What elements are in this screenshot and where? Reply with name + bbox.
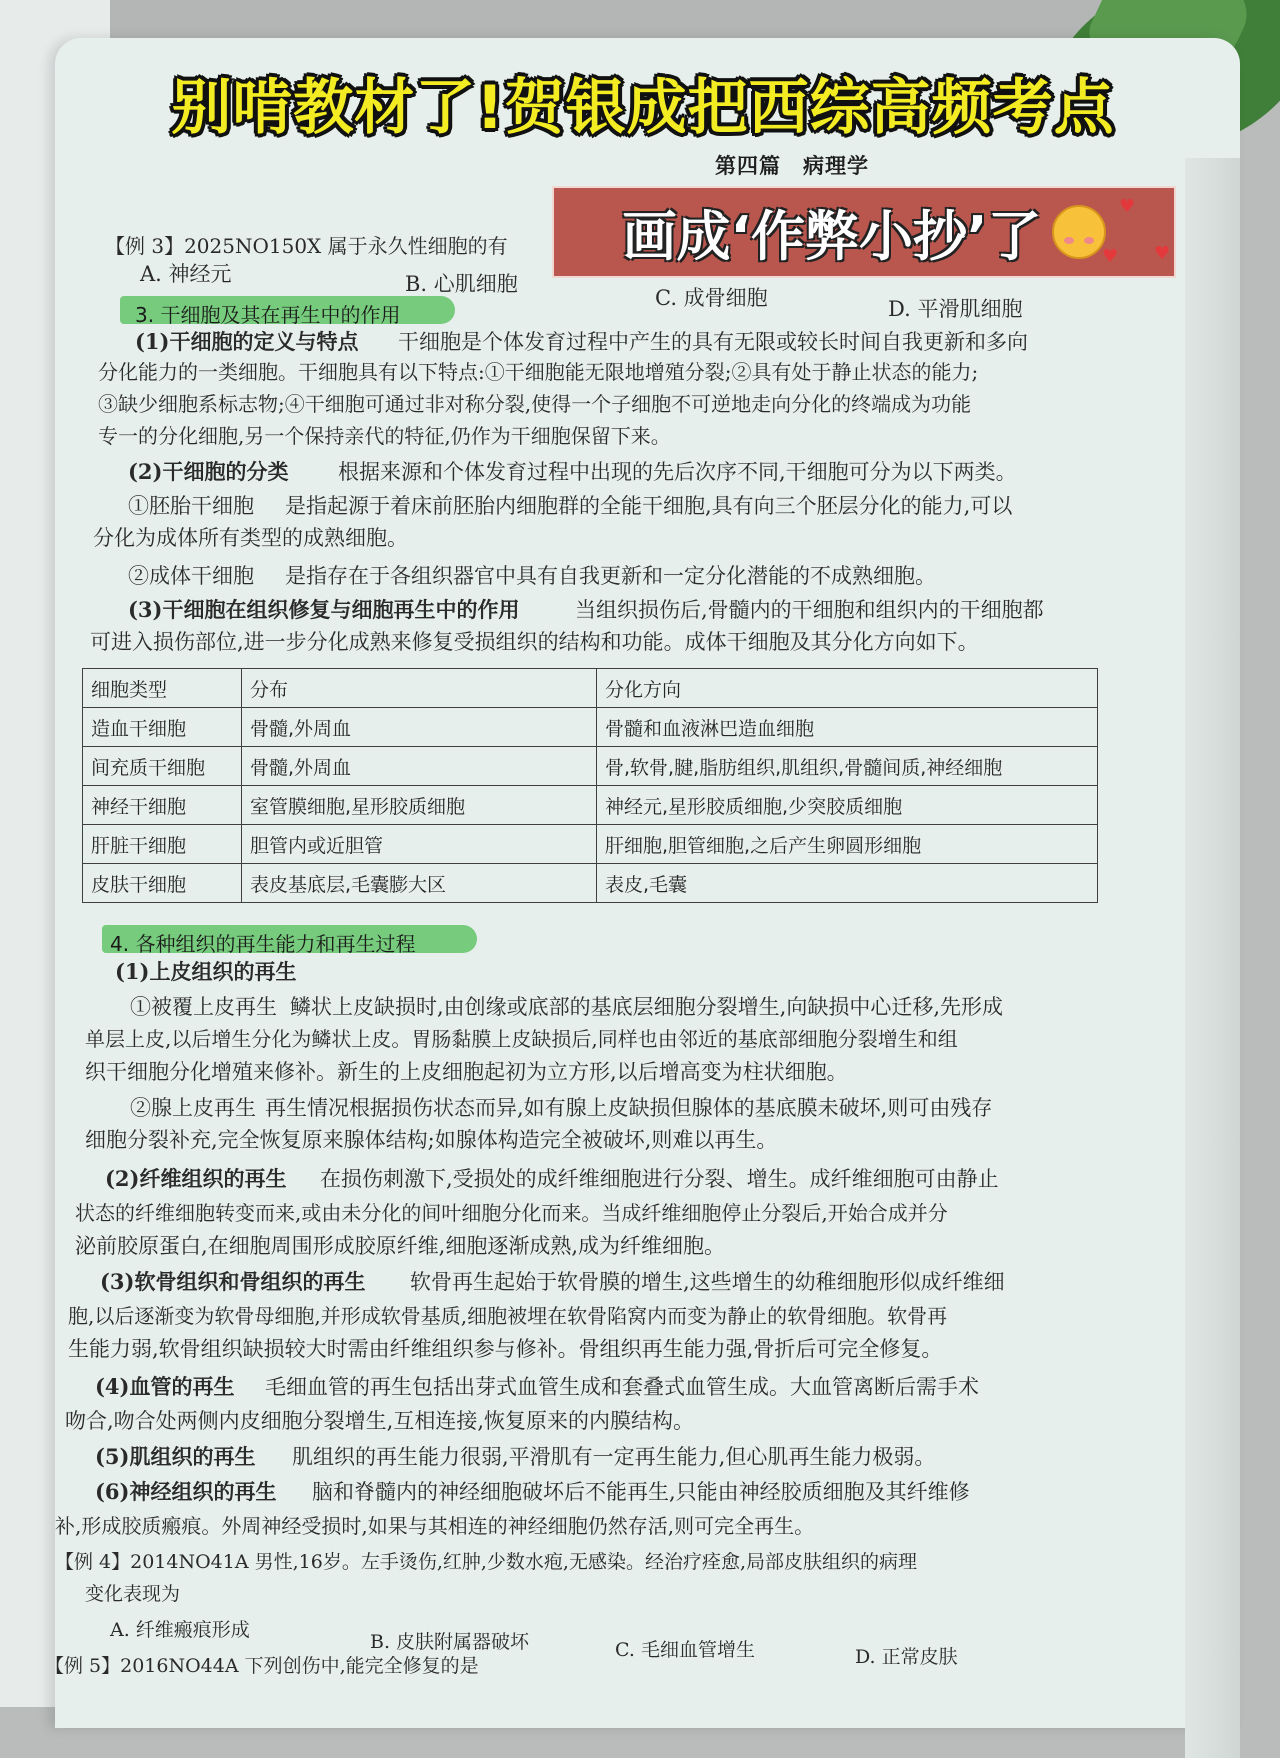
heart-icon: ♥ — [1154, 243, 1171, 264]
para-heading: (4)血管的再生 — [95, 1374, 235, 1399]
para-line: 再生情况根据损伤状态而异,如有腺上皮缺损但腺体的基底膜未破坏,则可由残存 — [265, 1096, 993, 1120]
para-line: 补,形成胶质瘢痕。外周神经受损时,如果与其相连的神经细胞仍然存活,则可完全再生。 — [55, 1514, 815, 1538]
headline: 别啃教材了!贺银成把西综高频考点 — [171, 73, 1115, 143]
table-cell: 神经干细胞 — [83, 786, 242, 825]
para-line: 吻合,吻合处两侧内皮细胞分裂增生,互相连接,恢复原来的内膜结构。 — [65, 1409, 695, 1433]
table-header-row — [83, 669, 1098, 708]
table-row — [83, 786, 1098, 825]
para-heading: (6)神经组织的再生 — [95, 1479, 277, 1504]
example-3-option-b: B. 心肌细胞 — [405, 272, 518, 296]
table-header: 分化方向 — [597, 669, 1098, 708]
para-line: 在损伤刺激下,受损处的成纤维细胞进行分裂、增生。成纤维细胞可由静止 — [320, 1167, 999, 1191]
example-5-stem: 【例 5】2016NO44A 下列创伤中,能完全修复的是 — [45, 1655, 479, 1677]
table-cell: 造血干细胞 — [83, 708, 242, 747]
section-3-title: 3. 干细胞及其在再生中的作用 — [135, 303, 401, 327]
heart-icon: ♥ — [1102, 246, 1119, 267]
table-cell: 表皮,毛囊 — [597, 864, 1098, 903]
para-line: 细胞分裂补充,完全恢复原来腺体结构;如腺体构造完全被破坏,则难以再生。 — [85, 1128, 778, 1152]
table-cell: 间充质干细胞 — [83, 747, 242, 786]
table-cell: 骨髓和血液淋巴造血细胞 — [597, 708, 1098, 747]
table-cell: 肝脏干细胞 — [83, 825, 242, 864]
para-heading: (1)干细胞的定义与特点 — [135, 329, 359, 354]
para-line: 脑和脊髓内的神经细胞破坏后不能再生,只能由神经胶质细胞及其纤维修 — [312, 1480, 970, 1504]
smiling-face-with-hearts-icon — [1052, 205, 1106, 259]
table-cell: 室管膜细胞,星形胶质细胞 — [242, 786, 597, 825]
para-line: ③缺少细胞系标志物;④干细胞可通过非对称分裂,使得一个子细胞不可逆地走向分化的终端成为功能 — [98, 392, 972, 416]
banner-text: 画成‘作弊小抄’了 — [622, 204, 1042, 268]
para-line: 泌前胶原蛋白,在细胞周围形成胶原纤维,细胞逐渐成熟,成为纤维细胞。 — [75, 1234, 726, 1258]
table-header: 分布 — [242, 669, 597, 708]
para-heading: (3)干细胞在组织修复与细胞再生中的作用 — [128, 597, 520, 622]
para-heading: ②腺上皮再生 — [130, 1096, 256, 1120]
table-header: 细胞类型 — [83, 669, 242, 708]
para-line: 胞,以后逐渐变为软骨母细胞,并形成软骨基质,细胞被埋在软骨陷窝内而变为静止的软骨细胞。软骨再 — [68, 1304, 948, 1328]
para-line: 当组织损伤后,骨髓内的干细胞和组织内的干细胞都 — [575, 598, 1044, 622]
para-line: 生能力弱,软骨组织缺损较大时需由纤维组织参与修补。骨组织再生能力强,骨折后可完全修复。 — [68, 1337, 943, 1361]
para-line: 肌组织的再生能力很弱,平滑肌有一定再生能力,但心肌再生能力极弱。 — [292, 1445, 936, 1469]
table-cell: 胆管内或近胆管 — [242, 825, 597, 864]
para-heading: ①被覆上皮再生 — [130, 995, 277, 1019]
para-line: 是指存在于各组织器官中具有自我更新和一定分化潜能的不成熟细胞。 — [285, 564, 936, 588]
para-line: 专一的分化细胞,另一个保持亲代的特征,仍作为干细胞保留下来。 — [98, 424, 671, 448]
example-4-option-d: D. 正常皮肤 — [855, 1646, 958, 1668]
table-row — [83, 708, 1098, 747]
example-3-stem: 【例 3】2025NO150X 属于永久性细胞的有 — [105, 234, 508, 258]
para-line: 单层上皮,以后增生分化为鳞状上皮。胃肠黏膜上皮缺损后,同样也由邻近的基底部细胞分裂增生和组 — [85, 1027, 958, 1051]
page-edge — [1185, 158, 1240, 1758]
example-4-option-a: A. 纤维瘢痕形成 — [110, 1619, 250, 1641]
para-heading: (2)干细胞的分类 — [128, 459, 289, 484]
table-cell: 神经元,星形胶质细胞,少突胶质细胞 — [597, 786, 1098, 825]
table-row — [83, 825, 1098, 864]
para-line: 是指起源于着床前胚胎内细胞群的全能干细胞,具有向三个胚层分化的能力,可以 — [285, 494, 1013, 518]
running-head — [715, 150, 891, 180]
para-heading: (1)上皮组织的再生 — [115, 959, 297, 984]
para-line: 织干细胞分化增殖来修补。新生的上皮细胞起初为立方形,以后增高变为柱状细胞。 — [85, 1060, 848, 1084]
para-heading: ②成体干细胞 — [128, 564, 254, 588]
heart-icon: ♥ — [1119, 196, 1136, 217]
example-3-option-d: D. 平滑肌细胞 — [888, 297, 1023, 321]
table-cell: 骨,软骨,腱,脂肪组织,肌组织,骨髓间质,神经细胞 — [597, 747, 1098, 786]
example-4-stem: 【例 4】2014NO41A 男性,16岁。左手烫伤,红肿,少数水疱,无感染。经治疗痊愈,局部皮肤组织的病理 — [55, 1551, 917, 1573]
para-line: 软骨再生起始于软骨膜的增生,这些增生的幼稚细胞形似成纤维细 — [410, 1270, 1005, 1294]
para-line: 根据来源和个体发育过程中出现的先后次序不同,干细胞可分为以下两类。 — [338, 460, 1017, 484]
table-cell: 表皮基底层,毛囊膨大区 — [242, 864, 597, 903]
part-label: 第四篇 — [715, 154, 781, 178]
para-line: 状态的纤维细胞转变而来,或由未分化的间叶细胞分化而来。当成纤维细胞停止分裂后,开始合成并分 — [75, 1201, 948, 1225]
para-line: 干细胞是个体发育过程中产生的具有无限或较长时间自我更新和多向 — [398, 330, 1028, 354]
para-line: 分化能力的一类细胞。干细胞具有以下特点:①干细胞能无限地增殖分裂;②具有处于静止状态的能力; — [98, 360, 979, 384]
para-heading: (2)纤维组织的再生 — [105, 1166, 287, 1191]
example-4-option-c: C. 毛细血管增生 — [615, 1639, 755, 1661]
table-cell: 骨髓,外周血 — [242, 747, 597, 786]
para-line: 可进入损伤部位,进一步分化成熟来修复受损组织的结构和功能。成体干细胞及其分化方向如下。 — [90, 630, 979, 654]
table-row — [83, 864, 1098, 903]
para-line: 鳞状上皮缺损时,由创缘或底部的基底层细胞分裂增生,向缺损中心迁移,先形成 — [290, 995, 1004, 1019]
example-3-option-a: A. 神经元 — [140, 262, 232, 286]
banner — [552, 186, 1176, 278]
para-heading: (5)肌组织的再生 — [95, 1444, 256, 1469]
table-cell: 皮肤干细胞 — [83, 864, 242, 903]
subject-label: 病理学 — [803, 154, 869, 178]
para-line: 分化为成体所有类型的成熟细胞。 — [93, 526, 408, 550]
example-3-option-c: C. 成骨细胞 — [655, 286, 768, 310]
para-heading: (3)软骨组织和骨组织的再生 — [100, 1269, 366, 1294]
example-4-stem-cont: 变化表现为 — [85, 1583, 181, 1605]
example-4-option-b: B. 皮肤附属器破坏 — [370, 1631, 530, 1653]
section-4-title: 4. 各种组织的再生能力和再生过程 — [110, 932, 416, 956]
para-line: 毛细血管的再生包括出芽式血管生成和套叠式血管生成。大血管离断后需手术 — [265, 1375, 979, 1399]
table-cell: 肝细胞,胆管细胞,之后产生卵圆形细胞 — [597, 825, 1098, 864]
table-cell: 骨髓,外周血 — [242, 708, 597, 747]
stem-cell-table — [82, 668, 1098, 903]
para-heading: ①胚胎干细胞 — [128, 494, 254, 518]
table-row — [83, 747, 1098, 786]
